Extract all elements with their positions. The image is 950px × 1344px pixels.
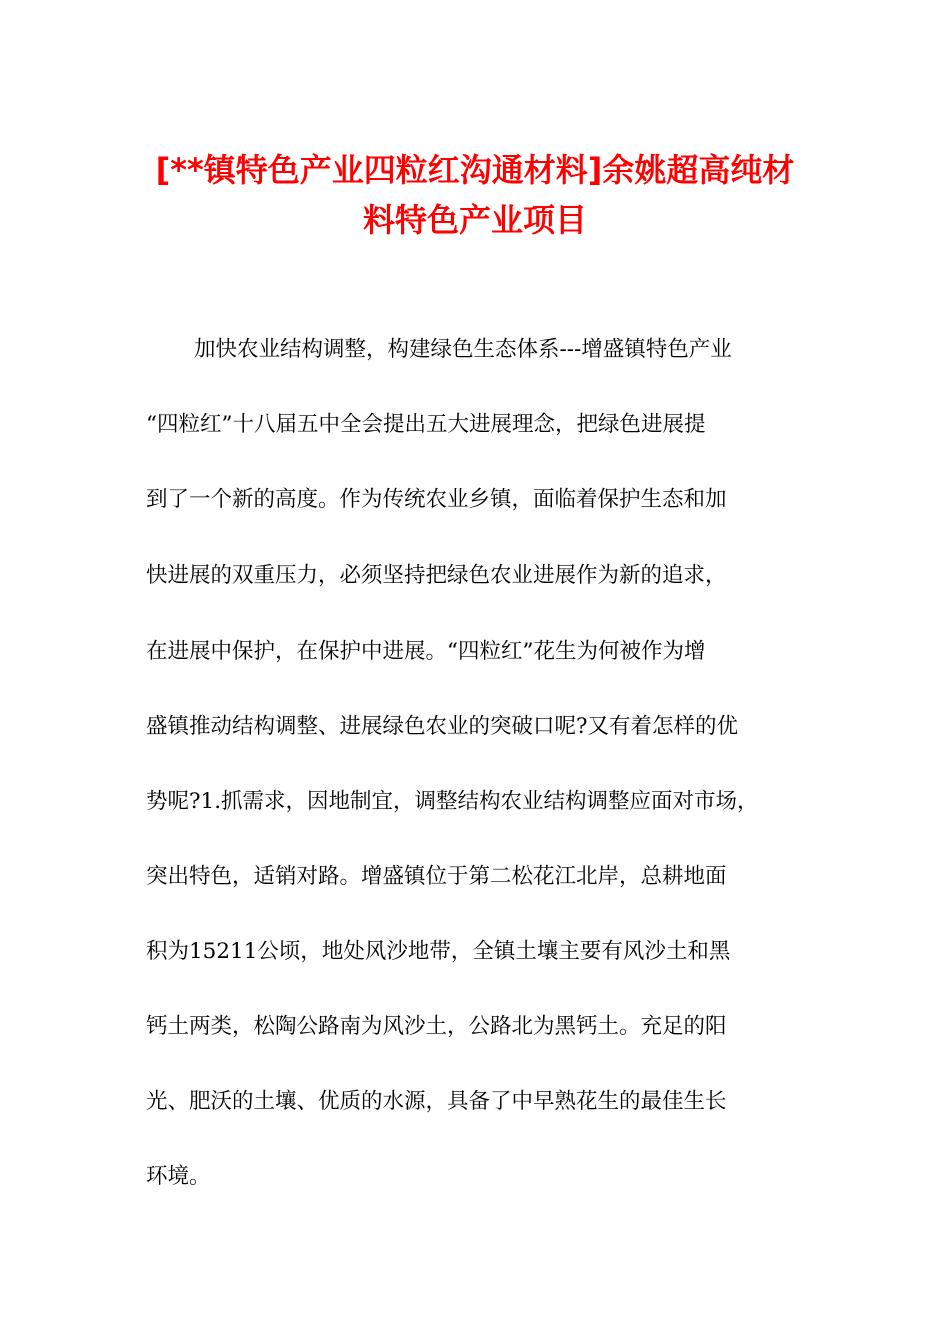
body-line-12: 环境。 [146,1164,211,1189]
document-title [100,145,850,245]
title-line-1: [**镇特色产业四粒红沟通材料]余姚超高纯材 [155,151,795,189]
body-line-7: 势呢?1.抓需求，因地制宜，调整结构农业结构调整应面对市场， [146,789,759,814]
body-line-5: 在进展中保护，在保护中进展。“四粒红”花生为何被作为增 [146,639,706,664]
body-line-1: 加快农业结构调整，构建绿色生态体系---增盛镇特色产业 [194,337,732,362]
body-line-11: 光、肥沃的土壤、优质的水源，具备了中早熟花生的最佳生长 [146,1089,727,1114]
title-line-2: 料特色产业项目 [362,201,587,239]
body-line-8: 突出特色，适销对路。增盛镇位于第二松花江北岸，总耕地面 [146,864,727,889]
body-line-4: 快进展的双重压力，必须坚持把绿色农业进展作为新的追求， [146,563,727,588]
body-line-10: 钙土两类，松陶公路南为风沙土，公路北为黑钙土。充足的阳 [146,1014,727,1039]
body-line-9: 积为15211公顷，地处风沙地带，全镇土壤主要有风沙土和黑 [146,939,731,964]
body-line-6: 盛镇推动结构调整、进展绿色农业的突破口呢?又有着怎样的优 [146,714,739,739]
body-line-3: 到了一个新的高度。作为传统农业乡镇，面临着保护生态和加 [146,487,727,512]
body-line-2: “四粒红”十八届五中全会提出五大进展理念，把绿色进展提 [146,412,706,437]
